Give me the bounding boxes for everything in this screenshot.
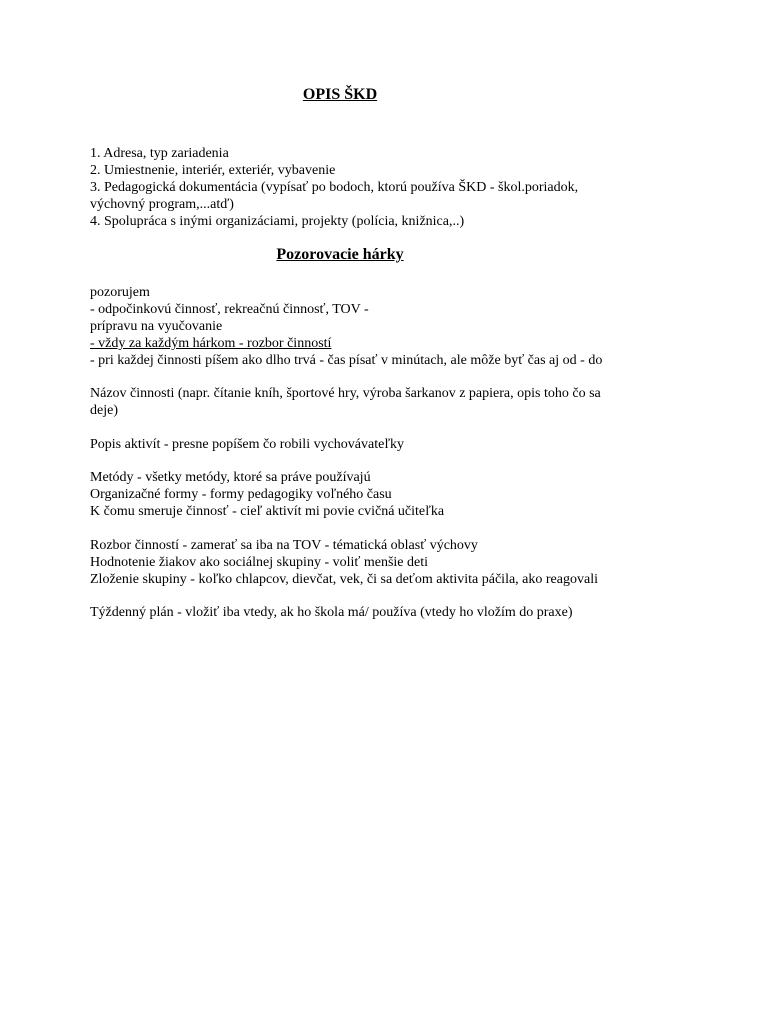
document-title: OPIS ŠKD (302, 86, 378, 103)
text-line: Rozbor činností - zamerať sa iba na TOV - tématická oblasť výchovy (90, 538, 478, 553)
activity-description-block (90, 436, 690, 453)
text-line: Zloženie skupiny - koľko chlapcov, dievčat, vek, či sa deťom aktivita páčila, ako reagovali (90, 572, 598, 587)
text-line: Organizačné formy - formy pedagogiky voľného času (90, 487, 392, 502)
numbered-list (90, 145, 690, 230)
text-line: Metódy - všetky metódy, ktoré sa práve používajú (90, 470, 371, 485)
list-item: 4. Spolupráca s inými organizáciami, projekty (polícia, knižnica,..) (90, 214, 465, 229)
text-line: K čomu smeruje činnosť - cieľ aktivít mi povie cvičná učiteľka (90, 504, 445, 519)
section-title: Pozorovacie hárky (276, 246, 404, 263)
list-item: výchovný program,...atď) (90, 197, 234, 212)
analysis-block (90, 537, 690, 588)
text-line: prípravu na vyučovanie (90, 319, 223, 334)
text-line: pozorujem (90, 285, 150, 300)
weekly-plan-block (90, 604, 690, 621)
observation-block (90, 284, 690, 369)
text-line: Popis aktivít - presne popíšem čo robili vychovávateľky (90, 437, 405, 452)
activity-name-block (90, 385, 690, 419)
text-line: - odpočinkovú činnosť, rekreačnú činnosť, TOV - (90, 302, 369, 317)
list-item: 1. Adresa, typ zariadenia (90, 146, 229, 161)
text-line: Týždenný plán - vložiť iba vtedy, ak ho škola má/ používa (vtedy ho vložím do praxe) (90, 605, 573, 620)
list-item: 2. Umiestnenie, interiér, exteriér, vybavenie (90, 163, 336, 178)
text-line: deje) (90, 403, 118, 418)
text-line: Názov činnosti (napr. čítanie kníh, športové hry, výroba šarkanov z papiera, opis toho čo sa (90, 386, 601, 401)
methods-block (90, 469, 690, 520)
text-line: Hodnotenie žiakov ako sociálnej skupiny - voliť menšie deti (90, 555, 429, 570)
text-line: - pri každej činnosti píšem ako dlho trvá - čas písať v minútach, ale môže byť čas aj od - do (90, 353, 603, 368)
list-item: 3. Pedagogická dokumentácia (vypísať po bodoch, ktorú používa ŠKD - škol.poriadok, (90, 180, 579, 195)
underlined-line: - vždy za každým hárkom - rozbor činností (90, 336, 332, 351)
